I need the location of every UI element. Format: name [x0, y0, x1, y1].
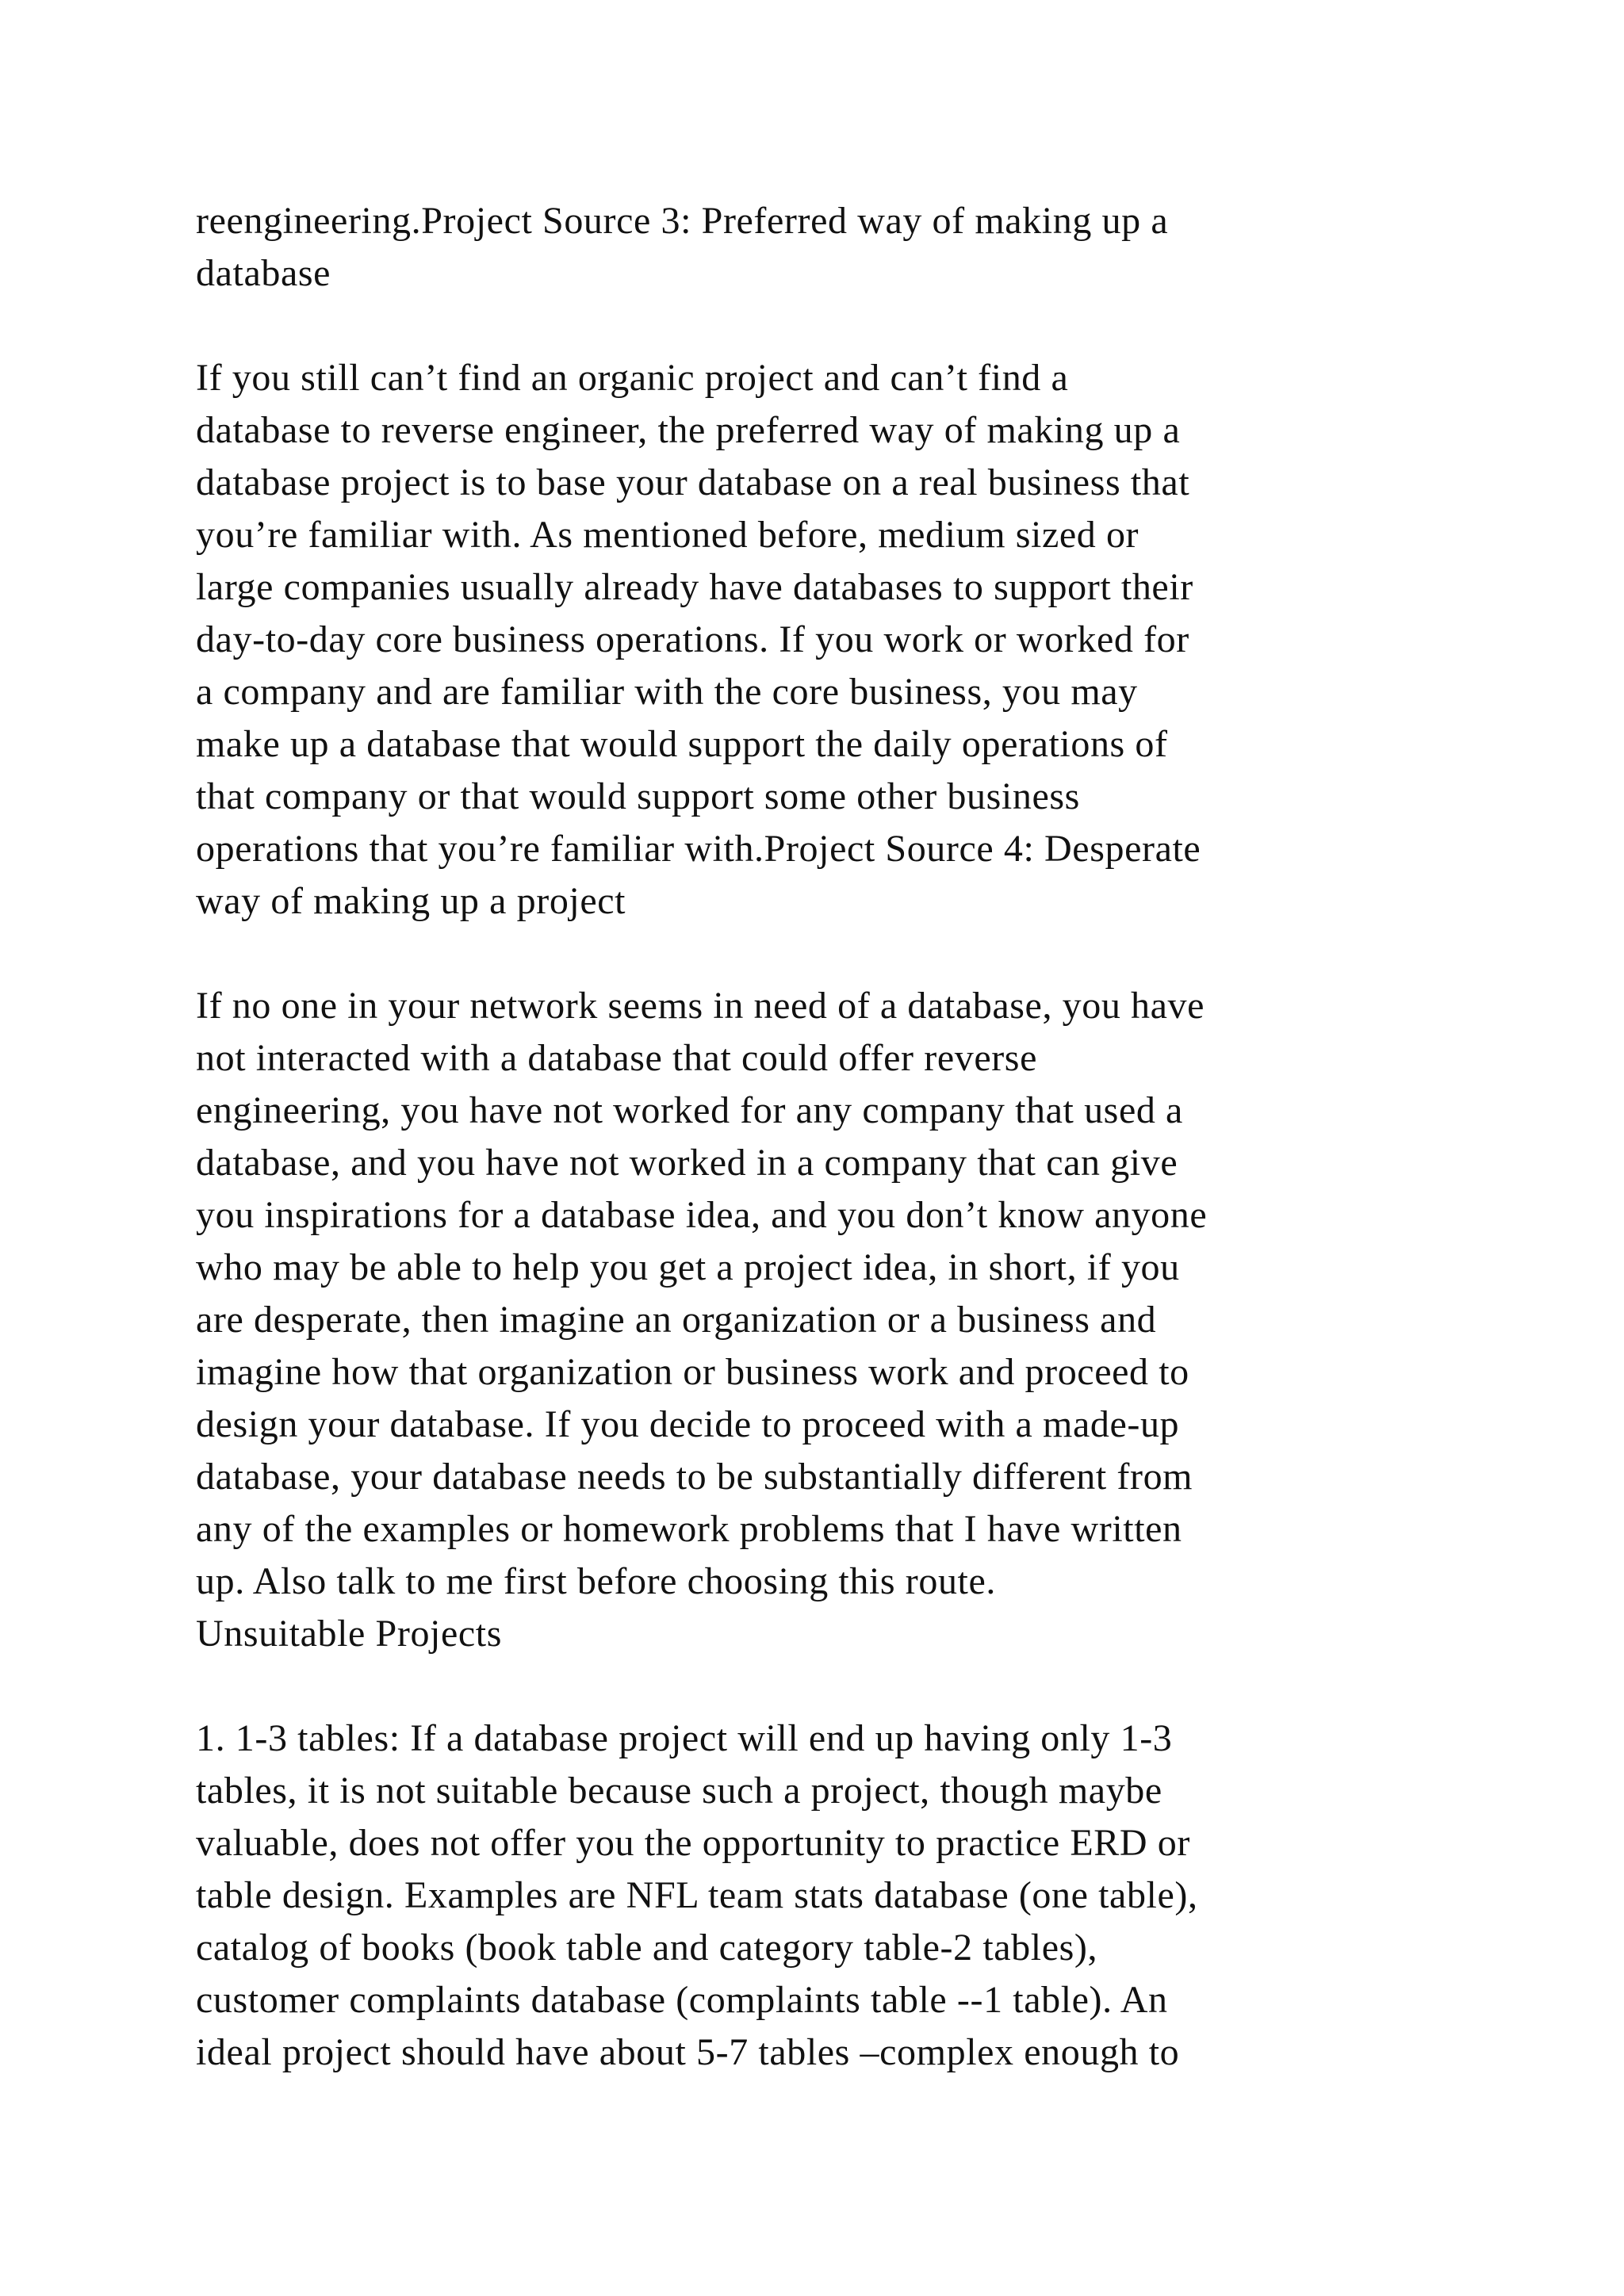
text-line: make up a database that would support the daily operations of [196, 723, 1168, 765]
text-line: that company or that would support some other business [196, 775, 1080, 817]
text-line: catalog of books (book table and category table-2 tables), [196, 1927, 1098, 1969]
text-line: operations that you’re familiar with.Project Source 4: Desperate [196, 828, 1201, 870]
text-line: If you still can’t find an organic project and can’t find a [196, 357, 1069, 399]
text-line: valuable, does not offer you the opportunity to practice ERD or [196, 1822, 1190, 1864]
text-line: If no one in your network seems in need of a database, you have [196, 985, 1205, 1027]
text-line: are desperate, then imagine an organization or a business and [196, 1299, 1157, 1341]
text-line: you’re familiar with. As mentioned before, medium sized or [196, 514, 1139, 556]
text-line: ideal project should have about 5-7 tables –complex enough to [196, 2031, 1180, 2073]
text-line: table design. Examples are NFL team stats database (one table), [196, 1874, 1198, 1916]
text-line: database [196, 252, 331, 294]
text-line: database, your database needs to be substantially different from [196, 1456, 1193, 1498]
text-line: database to reverse engineer, the preferred way of making up a [196, 409, 1181, 451]
text-line: 1. 1-3 tables: If a database project will end up having only 1-3 [196, 1717, 1173, 1759]
text-line: who may be able to help you get a project idea, in short, if you [196, 1246, 1180, 1288]
text-line: tables, it is not suitable because such a project, though maybe [196, 1770, 1162, 1812]
text-line [196, 1660, 1544, 1712]
text-line: not interacted with a database that could offer reverse [196, 1037, 1037, 1079]
text-line: reengineering.Project Source 3: Preferred way of making up a [196, 200, 1169, 242]
text-line: a company and are familiar with the core business, you may [196, 671, 1138, 713]
section-heading: Unsuitable Projects [196, 1613, 503, 1655]
text-line: up. Also talk to me first before choosing this route. [196, 1560, 996, 1602]
text-line: large companies usually already have databases to support their [196, 566, 1193, 608]
text-line: imagine how that organization or business work and proceed to [196, 1351, 1189, 1393]
text-line: day-to-day core business operations. If you work or worked for [196, 618, 1189, 660]
text-line [196, 300, 1544, 352]
text-line: database, and you have not worked in a company that can give [196, 1142, 1178, 1184]
text-line: database project is to base your database on a real business that [196, 461, 1190, 503]
text-line: any of the examples or homework problems that I have written [196, 1508, 1182, 1550]
text-line [196, 928, 1544, 980]
text-line: engineering, you have not worked for any company that used a [196, 1089, 1183, 1131]
text-line: design your database. If you decide to proceed with a made-up [196, 1403, 1180, 1445]
text-line: customer complaints database (complaints table --1 table). An [196, 1979, 1168, 2021]
text-line: you inspirations for a database idea, and you don’t know anyone [196, 1194, 1208, 1236]
document-body [196, 195, 1544, 2079]
text-line: way of making up a project [196, 880, 626, 922]
